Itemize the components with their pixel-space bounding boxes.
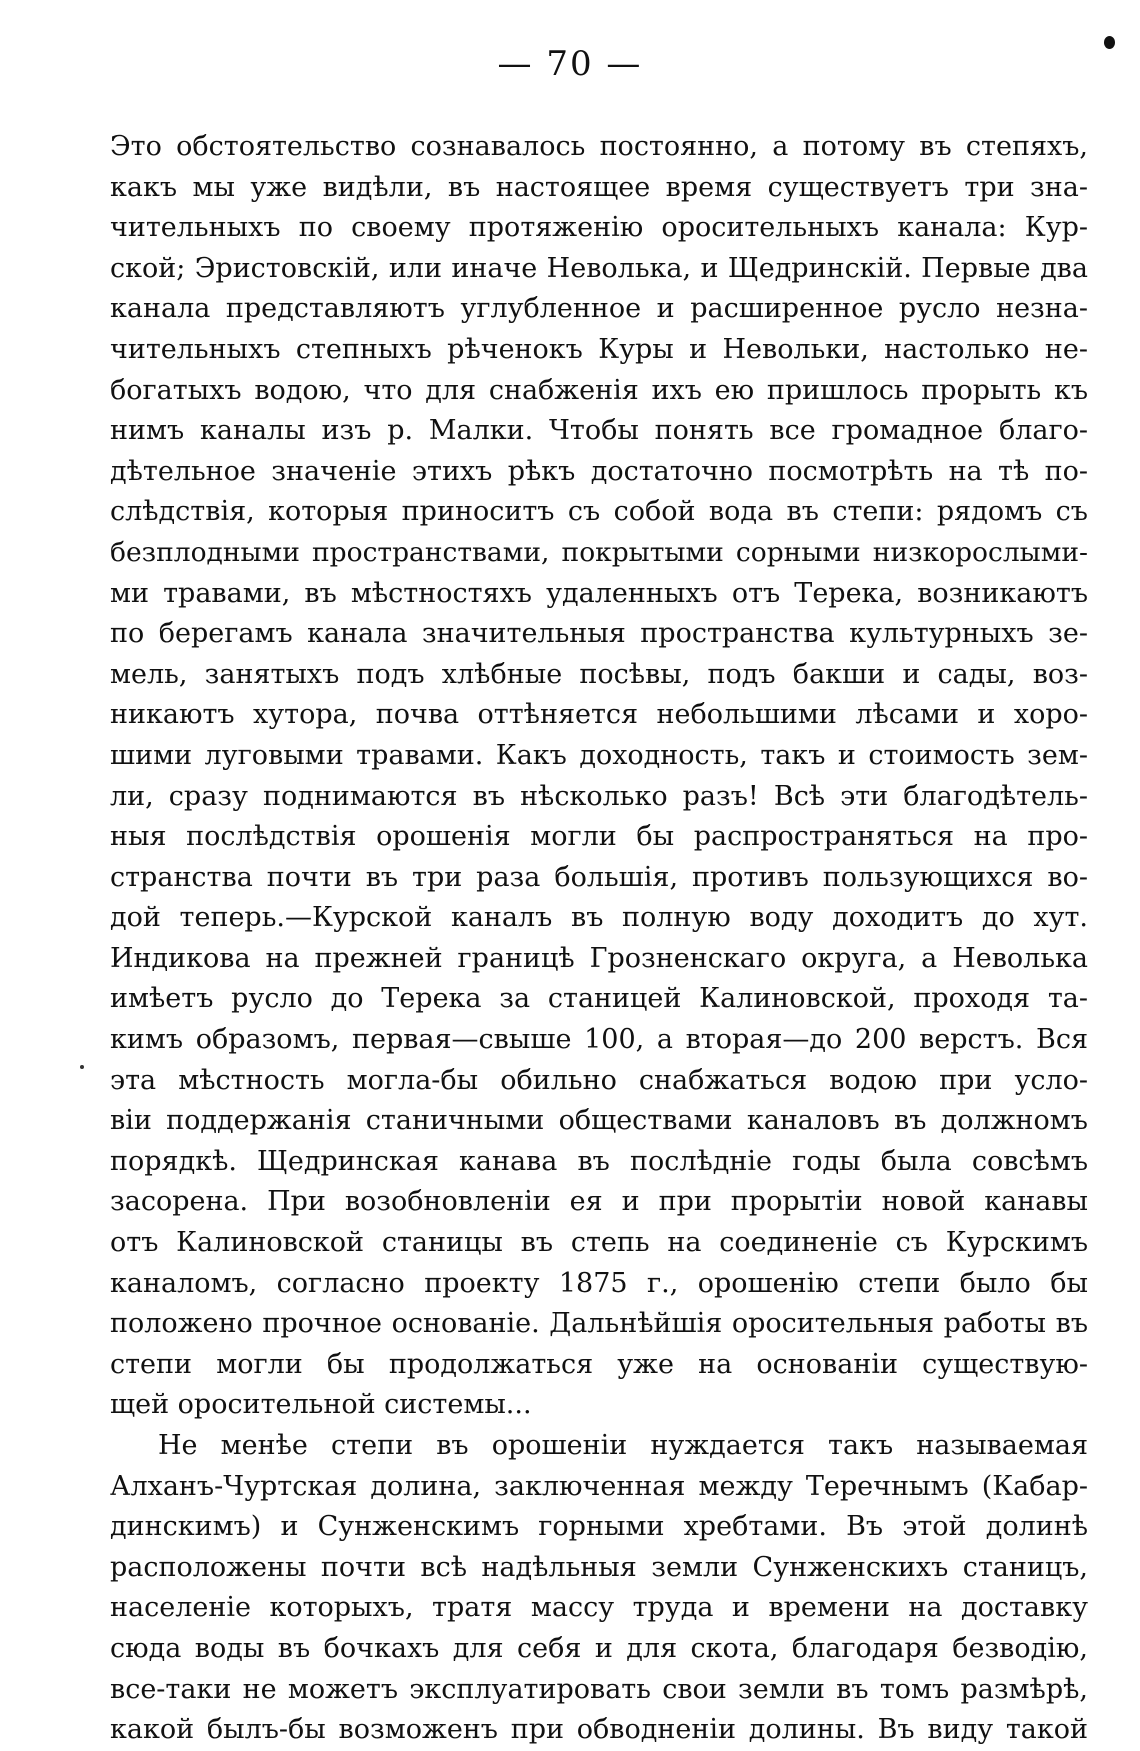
text-line: положено прочное основаніе. Дальнѣйшія оросительныя работы въ [110, 1308, 1088, 1340]
text-line: Это обстоятельство сознавалось постоянно, а потому въ степяхъ, [110, 131, 1088, 162]
text-line: динскимъ) и Сунженскимъ горными хребтами. Въ этой долинѣ [110, 1511, 1088, 1543]
text-line: сюда воды въ бочкахъ для себя и для скота, благодаря безводію, [110, 1632, 1088, 1664]
text-line: все-таки не можетъ эксплуатировать свои земли въ томъ размѣрѣ, [110, 1673, 1088, 1705]
text-line: каналомъ, согласно проекту 1875 г., орошенію степи было бы [110, 1267, 1088, 1299]
text-line: ныя послѣдствія орошенія могли бы распространяться на про- [110, 821, 1088, 853]
text-line: порядкѣ. Щедринская канава въ послѣдніе годы была совсѣмъ [110, 1145, 1088, 1177]
text-line: кимъ образомъ, первая—свыше 100, а вторая—до 200 верстъ. Вся [110, 1024, 1088, 1056]
text-line: странства почти въ три раза большія, противъ пользующихся во- [110, 861, 1088, 893]
text-line: богатыхъ водою, что для снабженія ихъ ею пришлось прорыть къ [110, 374, 1088, 406]
text-line: шими луговыми травами. Какъ доходность, такъ и стоимость зем- [110, 739, 1088, 771]
text-line: віи поддержанія станичными обществами каналовъ въ должномъ [110, 1105, 1088, 1137]
text-line: Индикова на прежней границѣ Грозненскаго округа, а Неволька [110, 942, 1088, 974]
text-line: отъ Калиновской станицы въ степь на соединеніе съ Курскимъ [110, 1227, 1088, 1259]
text-line: имѣетъ русло до Терека за станицей Калиновской, проходя та- [110, 983, 1088, 1015]
text-line: ской; Эристовскій, или иначе Неволька, и Щедринскій. Первые два [110, 252, 1088, 284]
stray-ink-dot [80, 1065, 84, 1069]
text-line: безплодными пространствами, покрытыми сорными низкорослыми- [110, 536, 1088, 568]
text-line: Не менѣе степи въ орошеніи нуждается такъ называемая [158, 1430, 1088, 1461]
text-line: населеніе которыхъ, тратя массу труда и времени на доставку [110, 1592, 1088, 1624]
page-number: — 70 — [497, 44, 643, 84]
text-line: чительныхъ по своему протяженію оросительныхъ канала: Кур- [110, 212, 1088, 244]
text-line: нимъ каналы изъ р. Малки. Чтобы понять все громадное благо- [110, 415, 1088, 447]
text-line: щей оросительной системы... [110, 1389, 532, 1421]
text-line: засорена. При возобновленіи ея и при прорытіи новой канавы [110, 1186, 1088, 1218]
text-line: какъ мы уже видѣли, въ настоящее время существуетъ три зна- [110, 171, 1088, 203]
text-line: дой теперь.—Курской каналъ въ полную воду доходитъ до хут. [110, 902, 1088, 934]
text-line: чительныхъ степныхъ рѣченокъ Куры и Невольки, настолько не- [110, 333, 1088, 365]
text-line: степи могли бы продолжаться уже на основаніи существую- [110, 1348, 1088, 1380]
text-line: расположены почти всѣ надѣльныя земли Сунженскихъ станицъ, [110, 1551, 1088, 1583]
text-line: никаютъ хутора, почва оттѣняется небольшими лѣсами и хоро- [110, 699, 1088, 731]
text-line: по берегамъ канала значительныя пространства культурныхъ зе- [110, 618, 1088, 650]
text-line: канала представляютъ углубленное и расширенное русло незна- [110, 293, 1088, 325]
body-text [110, 127, 1088, 1751]
text-line: слѣдствія, которыя приноситъ съ собой вода въ степи: рядомъ съ [110, 496, 1088, 528]
text-line: мель, занятыхъ подъ хлѣбные посѣвы, подъ бакши и сады, воз- [110, 658, 1088, 690]
text-line: эта мѣстность могла-бы обильно снабжаться водою при усло- [110, 1064, 1088, 1096]
text-line: Алханъ-Чуртская долина, заключенная между Теречнымъ (Кабар- [110, 1470, 1088, 1502]
text-line: ми травами, въ мѣстностяхъ удаленныхъ отъ Терека, возникаютъ [110, 577, 1088, 609]
text-line: дѣтельное значеніе этихъ рѣкъ достаточно посмотрѣть на тѣ по- [110, 455, 1088, 487]
text-line: какой былъ-бы возможенъ при обводненіи долины. Въ виду такой [110, 1714, 1088, 1746]
text-line: ли, сразу поднимаются въ нѣсколько разъ! Всѣ эти благодѣтель- [110, 780, 1088, 812]
